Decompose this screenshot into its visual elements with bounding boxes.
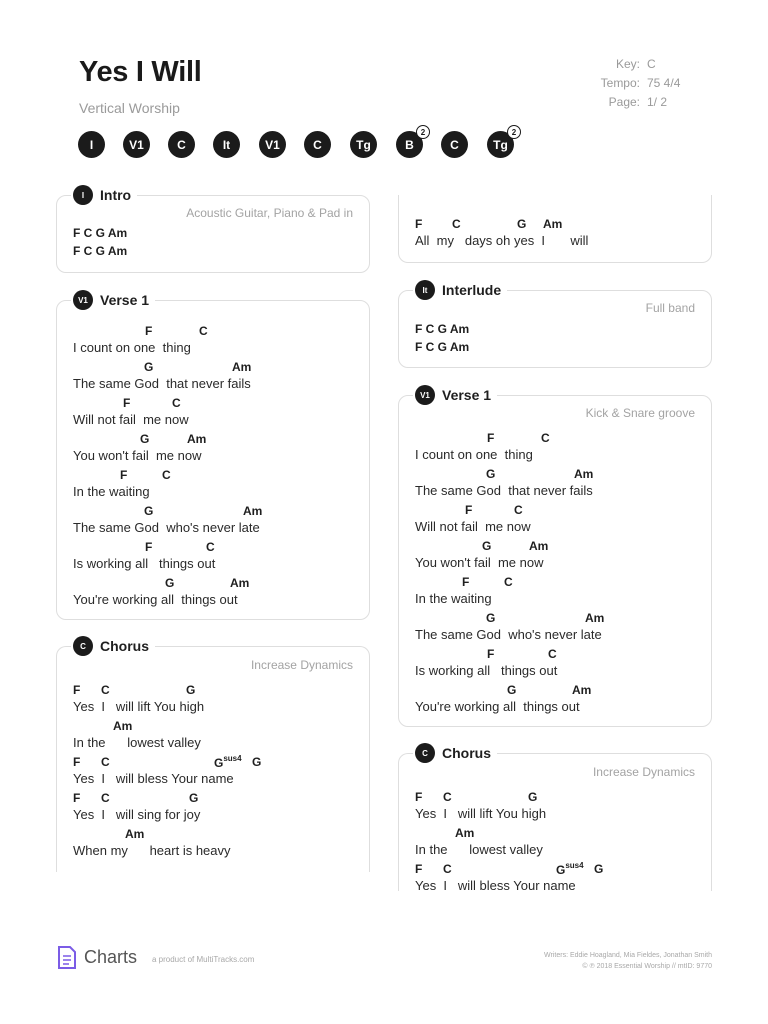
repeat-count-badge: 2 <box>507 125 521 139</box>
chord: G <box>486 467 496 481</box>
chord: F <box>73 755 81 769</box>
section-chorus <box>398 745 712 893</box>
chord: G <box>528 790 538 804</box>
chord: F <box>415 217 423 231</box>
lyric-line <box>415 503 715 537</box>
brand-name: Charts <box>84 947 138 967</box>
lyric-text: Yes I will lift You high <box>415 806 547 821</box>
lyric-text: Yes I will lift You high <box>73 699 205 714</box>
section-header <box>71 184 137 206</box>
chord: C <box>101 683 110 697</box>
chord: F <box>415 790 423 804</box>
lyric-line <box>73 683 373 717</box>
meta-label: Page: <box>608 95 640 109</box>
chord: C <box>172 396 181 410</box>
chord-row: F C G Am <box>415 322 470 336</box>
lyric-line <box>73 719 373 753</box>
lyric-line <box>73 504 373 538</box>
lyric-text: In the lowest valley <box>415 842 543 857</box>
lyric-text: The same God who's never late <box>73 520 260 535</box>
chord: G <box>517 217 527 231</box>
section-note: Acoustic Guitar, Piano & Pad in <box>186 206 353 220</box>
meta-tempo <box>594 76 704 95</box>
writers-credit: Writers: Eddie Hoagland, Mia Fieldes, Jonathan Smith <box>544 952 712 959</box>
section-verse1 <box>56 292 370 620</box>
lyric-line <box>73 468 373 502</box>
nav-label: C <box>313 137 322 152</box>
section-note: Full band <box>645 301 695 315</box>
meta-page <box>594 95 704 114</box>
chord: F <box>73 791 81 805</box>
lyric-text: The same God that never fails <box>415 483 593 498</box>
nav-section-chorus[interactable] <box>304 131 331 158</box>
lyric-line <box>415 826 715 860</box>
chord: F <box>123 396 131 410</box>
lyric-text: The same God who's never late <box>415 627 602 642</box>
section-verse1 <box>398 387 712 727</box>
lyric-text: In the lowest valley <box>73 735 201 750</box>
lyric-line <box>73 360 373 394</box>
chord: $G^{sus4}$ <box>214 754 242 770</box>
chord: F <box>145 540 153 554</box>
chord: F <box>487 431 495 445</box>
chord: F <box>73 683 81 697</box>
lyric-line <box>415 862 715 896</box>
lyric-line <box>73 540 373 574</box>
lyric-text: You're working all things out <box>415 699 580 714</box>
nav-section-verse1[interactable] <box>123 131 150 158</box>
section-chorus <box>56 638 370 872</box>
lyric-line <box>73 576 373 610</box>
nav-label: Tg <box>493 137 508 152</box>
nav-section-interlude[interactable] <box>213 131 240 158</box>
chord: C <box>548 647 557 661</box>
lyric-text: Yes I will bless Your name <box>415 878 576 893</box>
chord: Am <box>243 504 263 518</box>
chord: Am <box>574 467 594 481</box>
section-badge: V1 <box>73 290 93 310</box>
lyric-line <box>415 790 715 824</box>
chord: C <box>452 217 461 231</box>
chord: G <box>486 611 496 625</box>
nav-section-tag[interactable] <box>487 127 517 158</box>
section-title: Verse 1 <box>442 387 492 403</box>
chord: C <box>199 324 208 338</box>
lyric-line <box>73 755 373 789</box>
chord: Am <box>187 432 207 446</box>
lyric-line <box>73 791 373 825</box>
charts-logo[interactable] <box>58 946 137 969</box>
chord: F <box>120 468 128 482</box>
lyric-text: When my heart is heavy <box>73 843 231 858</box>
chord: Am <box>455 826 475 840</box>
section-note: Increase Dynamics <box>250 658 353 672</box>
chord: F <box>465 503 473 517</box>
nav-label: V1 <box>129 137 144 152</box>
meta-value: 75 4/4 <box>647 76 681 90</box>
section-badge: It <box>415 280 435 300</box>
lyric-text: Is working all things out <box>415 663 558 678</box>
chord: G <box>140 432 150 446</box>
lyric-text: In the waiting <box>415 591 492 606</box>
chord: G <box>189 791 199 805</box>
section-badge: C <box>415 743 435 763</box>
chord: C <box>101 755 110 769</box>
section-badge: V1 <box>415 385 435 405</box>
chord: Am <box>585 611 605 625</box>
chord: C <box>443 862 452 876</box>
section-note: Increase Dynamics <box>592 765 695 779</box>
nav-section-bridge[interactable] <box>396 127 426 158</box>
lyric-text: Yes I will bless Your name <box>73 771 234 786</box>
copyright-notice: © ℗ 2018 Essential Worship // mtID: 9770 <box>582 963 712 970</box>
nav-label: Tg <box>356 137 371 152</box>
chord: Am <box>543 217 563 231</box>
lyric-line <box>415 575 715 609</box>
chord: Am <box>125 827 145 841</box>
lyric-text: Will not fail me now <box>73 412 189 427</box>
chord: Am <box>529 539 549 553</box>
nav-label: I <box>89 137 94 152</box>
section-title: Chorus <box>442 745 491 761</box>
lyric-line <box>73 432 373 466</box>
nav-label: C <box>177 137 186 152</box>
song-credits <box>544 950 712 972</box>
chord: G <box>252 755 262 769</box>
lyric-line <box>73 396 373 430</box>
lyric-text: The same God that never fails <box>73 376 251 391</box>
chord: Am <box>232 360 252 374</box>
lyric-text: Is working all things out <box>73 556 216 571</box>
chord: C <box>514 503 523 517</box>
nav-section-chorus[interactable] <box>441 131 468 158</box>
lyric-line <box>415 217 715 251</box>
section-intro <box>56 187 370 273</box>
section-title: Verse 1 <box>100 292 150 308</box>
lyric-line <box>415 611 715 645</box>
lyric-line <box>415 467 715 501</box>
section-header <box>71 635 155 657</box>
chord: G <box>594 862 604 876</box>
chord: Am <box>230 576 250 590</box>
chord: C <box>504 575 513 589</box>
chord: C <box>101 791 110 805</box>
lyric-text: In the waiting <box>73 484 150 499</box>
lyric-text: You won't fail me now <box>73 448 202 463</box>
chord: Am <box>113 719 133 733</box>
song-meta <box>594 57 704 114</box>
nav-label: C <box>450 137 459 152</box>
chord-row: F C G Am <box>73 226 128 240</box>
section-chorus-continued <box>398 195 712 263</box>
nav-label: It <box>222 137 231 152</box>
meta-label: Key: <box>615 57 640 71</box>
lyric-text: You're working all things out <box>73 592 238 607</box>
section-badge: C <box>73 636 93 656</box>
lyric-text: Yes I will sing for joy <box>73 807 201 822</box>
chord: C <box>206 540 215 554</box>
section-header <box>413 384 497 406</box>
chord: G <box>507 683 517 697</box>
section-header <box>71 289 155 311</box>
meta-label: Tempo: <box>600 76 640 90</box>
lyric-text: You won't fail me now <box>415 555 544 570</box>
lyric-line <box>73 827 373 861</box>
document-icon <box>58 946 76 969</box>
chord: G <box>186 683 196 697</box>
chord: G <box>144 504 154 518</box>
chord: F <box>462 575 470 589</box>
lyric-text: I count on one thing <box>73 340 191 355</box>
section-title: Interlude <box>442 282 502 298</box>
nav-section-intro[interactable] <box>78 131 105 158</box>
chord: C <box>443 790 452 804</box>
chord: F <box>145 324 153 338</box>
section-title: Chorus <box>100 638 149 654</box>
chord: F <box>415 862 423 876</box>
chord-row: F C G Am <box>73 244 128 258</box>
nav-label: B <box>405 137 414 152</box>
section-header <box>413 742 497 764</box>
lyric-text: Will not fail me now <box>415 519 531 534</box>
section-header <box>413 279 507 301</box>
lyric-line <box>415 683 715 717</box>
product-tagline: a product of MultiTracks.com <box>152 955 255 964</box>
lyric-text: I count on one thing <box>415 447 533 462</box>
chord: F <box>487 647 495 661</box>
chord: G <box>482 539 492 553</box>
lyric-line <box>415 539 715 573</box>
section-title: Intro <box>100 187 132 203</box>
chord: G <box>144 360 154 374</box>
nav-section-verse1[interactable] <box>259 131 286 158</box>
chord-row: F C G Am <box>415 340 470 354</box>
chord: Am <box>572 683 592 697</box>
nav-label: V1 <box>265 137 280 152</box>
song-artist: Vertical Worship <box>79 100 180 116</box>
chord: C <box>162 468 171 482</box>
lyric-line <box>73 324 373 358</box>
section-interlude <box>398 282 712 368</box>
nav-section-tag[interactable] <box>350 131 377 158</box>
chord: G <box>165 576 175 590</box>
meta-value: C <box>647 57 656 71</box>
meta-value: 1/ 2 <box>647 95 668 109</box>
lyric-line <box>415 647 715 681</box>
chord: C <box>541 431 550 445</box>
repeat-count-badge: 2 <box>416 125 430 139</box>
nav-section-chorus[interactable] <box>168 131 195 158</box>
chord: $G^{sus4}$ <box>556 861 584 877</box>
lyric-text: All my days oh yes I will <box>415 233 589 248</box>
meta-key <box>594 57 704 76</box>
section-badge: I <box>73 185 93 205</box>
lyric-line <box>415 431 715 465</box>
section-note: Kick & Snare groove <box>585 406 695 420</box>
song-title: Yes I Will <box>79 56 202 88</box>
